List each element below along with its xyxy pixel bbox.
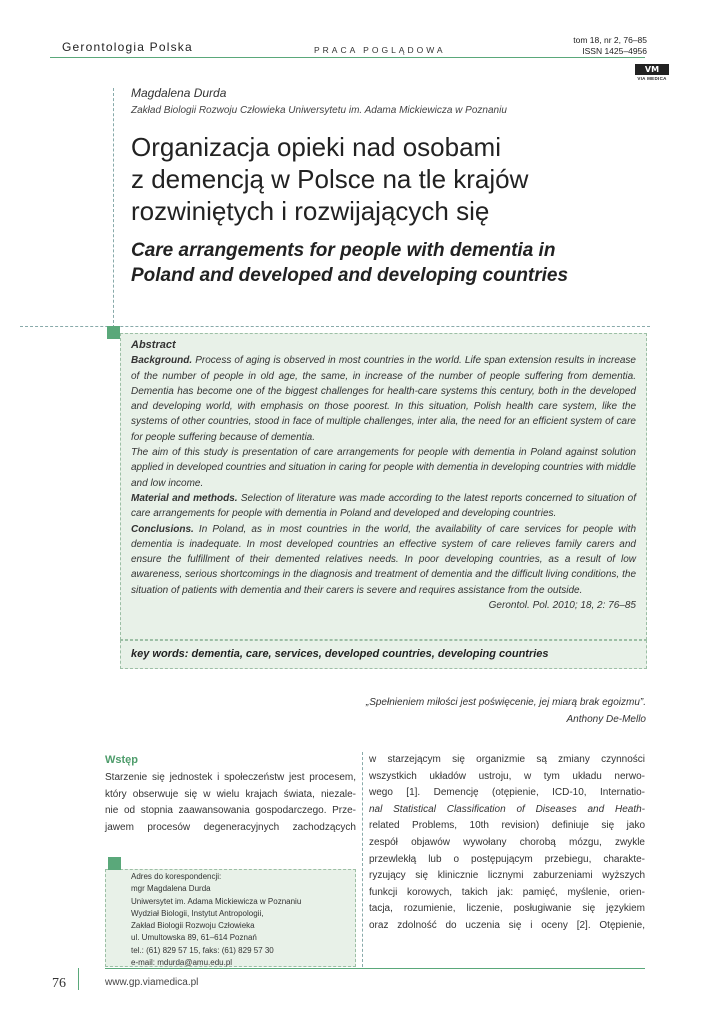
journal-name: Gerontologia Polska bbox=[62, 40, 193, 54]
methods-text: Selection of literature was made according to the latest reports concerned to situation of care arrangements for people with dementia in Poland and developed and developing countries. bbox=[131, 492, 637, 520]
body-line: przewlekłą lub o postępującym przebiegu, charakte- bbox=[369, 853, 645, 865]
column-divider bbox=[362, 752, 363, 967]
epigraph-text: „Spełnieniem miłości jest poświęcenie, jej miarą brak egoizmu”. bbox=[365, 697, 646, 708]
vm-logo-mark: VM bbox=[635, 64, 669, 75]
correspondence-text bbox=[131, 871, 301, 969]
abstract-conclusions bbox=[131, 522, 636, 598]
epigraph bbox=[366, 694, 646, 728]
title-pl-line: Organizacja opieki nad osobami bbox=[131, 132, 501, 162]
section-label: PRACA POGLĄDOWA bbox=[314, 45, 446, 55]
page-number: 76 bbox=[52, 976, 66, 991]
keywords: key words: dementia, care, services, developed countries, developing countries bbox=[131, 648, 549, 660]
conclusions-label: Conclusions. bbox=[131, 523, 194, 535]
background-text: Process of aging is observed in most countries in the world. Life span extension results in increase of the number of people in old age, the same, in increase of the number of people suffering from dementia. Dementia has become one of the biggest challenges for health-care systems this century, both in the developed and developing world, with emphasis on those poorest. In this situation, Polish health care system, like the systems of other countries, stood in face of multiple challenges, inter alia, the need for an efficient system of care for people suffering because of dementia. bbox=[131, 355, 636, 443]
body-line: oraz zdolność do uczenia się i oceny [2]. Otępienie, bbox=[369, 919, 645, 931]
body-line: zespół objawów wywołany chorobą mózgu, zwykle bbox=[369, 836, 645, 848]
author-affiliation: Zakład Biologii Rozwoju Człowieka Uniwersytetu im. Adama Mickiewicza w Poznaniu bbox=[131, 105, 507, 116]
section-heading: Wstęp bbox=[105, 754, 138, 766]
body-line: funkcji korowych, takich jak: pamięć, myślenie, orien- bbox=[369, 886, 645, 898]
title-pl-line: rozwiniętych i rozwijających się bbox=[131, 196, 490, 226]
body-right-column bbox=[369, 752, 645, 935]
correspondence-marker bbox=[108, 857, 121, 870]
body-line: wszystkich układów ustroju, w tym układu nerwo- bbox=[369, 770, 645, 782]
body-line: nie od stopnia zaawansowania gospodarczego. Prze- bbox=[105, 805, 356, 817]
body-line: jawem procesów degeneracyjnych zachodzących bbox=[105, 821, 356, 833]
title-divider bbox=[113, 88, 114, 328]
body-line: tacja, rozumienie, liczenie, posługiwanie się językiem bbox=[369, 903, 645, 915]
title-english bbox=[131, 238, 651, 288]
methods-label: Material and methods. bbox=[131, 492, 238, 504]
publisher-logo bbox=[632, 64, 672, 84]
title-en-line: Poland and developed and developing countries bbox=[131, 265, 569, 286]
volume-info bbox=[573, 35, 647, 57]
correspondence-line: Zakład Biologii Rozwoju Człowieka bbox=[131, 921, 255, 931]
correspondence-line: tel.: (61) 829 57 15, faks: (61) 829 57 30 bbox=[131, 945, 274, 955]
page-number-divider bbox=[78, 968, 79, 990]
correspondence-line: mgr Magdalena Durda bbox=[131, 884, 211, 894]
body-line: ryzujący się klinicznie licznymi zaburzeniami wyższych bbox=[369, 870, 645, 882]
body-line: Starzenie się jednostek i społeczeństw jest procesem, bbox=[105, 772, 356, 784]
epigraph-author: Anthony De-Mello bbox=[566, 714, 646, 725]
abstract-citation: Gerontol. Pol. 2010; 18, 2: 76–85 bbox=[488, 600, 636, 612]
background-label: Background. bbox=[131, 355, 193, 367]
correspondence-line: Uniwersytet im. Adama Mickiewicza w Poznaniu bbox=[131, 896, 302, 906]
title-polish bbox=[131, 131, 651, 227]
body-line: który obserwuje się w wielu krajach świata, niezale- bbox=[105, 788, 356, 800]
header-rule bbox=[50, 57, 645, 58]
correspondence-line: ul. Umultowska 89, 61–614 Poznań bbox=[131, 933, 257, 943]
body-line: related Problems, 10th revision) definiuje się jako bbox=[369, 820, 645, 832]
body-line: nal Statistical Classification of Diseases and Heath- bbox=[369, 803, 645, 815]
abstract-aim: The aim of this study is presentation of care arrangements for people with dementia in Poland against solution applied in developed countries and situation in caring for people with dementia in developing countries with middle and low income. bbox=[131, 447, 636, 489]
issn-line: ISSN 1425–4956 bbox=[582, 46, 647, 56]
body-line: w starzejącym się organizmie są zmiany czynności bbox=[369, 754, 645, 765]
abstract-marker bbox=[107, 326, 120, 339]
abstract-text bbox=[131, 338, 636, 613]
title-en-line: Care arrangements for people with dementia in bbox=[131, 240, 556, 261]
volume-line: tom 18, nr 2, 76–85 bbox=[573, 35, 647, 45]
correspondence-line: Adres do korespondencji: bbox=[131, 872, 222, 881]
abstract-methods bbox=[131, 491, 636, 522]
correspondence-line: e-mail: mdurda@amu.edu.pl bbox=[131, 958, 233, 968]
conclusions-text: In Poland, as in most countries in the world, the availability of care services for people with dementia is inadequate. In most developed countries an effective system of care relieves family carers and ensure the fulfillment of their demented relatives needs. In poor developing countries, as a result of low awareness, serious shortcomings in the diagnosis and treatment of dementia and the difficult living conditions, the situation of patients with dementia and their carers is severe and requires assistance from the outside. bbox=[131, 523, 636, 596]
journal-url[interactable]: www.gp.viamedica.pl bbox=[105, 977, 199, 988]
body-line: wego [1]. Demencję (otępienie, ICD-10, Internatio- bbox=[369, 787, 645, 799]
abstract-background bbox=[131, 353, 636, 445]
publisher-name: VIA MEDICA bbox=[637, 76, 667, 81]
footer-rule bbox=[105, 968, 645, 969]
title-pl-line: z demencją w Polsce na tle krajów bbox=[131, 164, 529, 194]
abstract-heading: Abstract bbox=[131, 339, 176, 351]
correspondence-line: Wydział Biologii, Instytut Antropologii, bbox=[131, 908, 264, 918]
author-name: Magdalena Durda bbox=[131, 86, 227, 100]
body-left-column bbox=[105, 752, 356, 836]
